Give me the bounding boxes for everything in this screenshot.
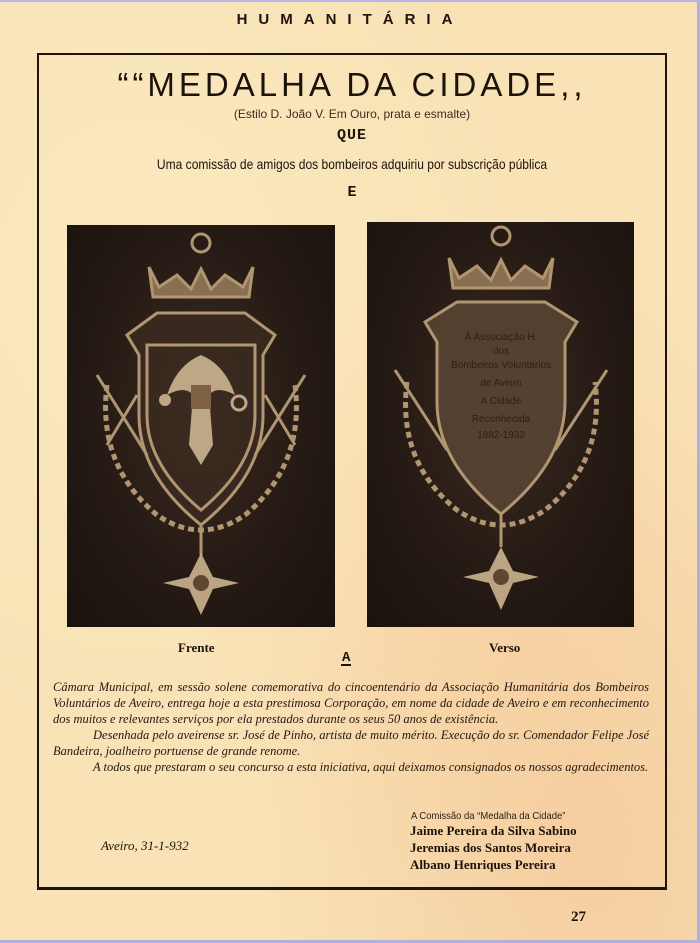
signature-name-1: Jaime Pereira da Silva Sabino bbox=[410, 823, 577, 838]
page-number: 27 bbox=[571, 909, 586, 925]
lead-line: Uma comissão de amigos dos bombeiros adquiriu por subscrição pública bbox=[156, 156, 548, 172]
connector-a: A bbox=[342, 650, 351, 666]
svg-text:Reconhecida: Reconhecida bbox=[471, 414, 531, 425]
svg-text:dos: dos bbox=[492, 346, 510, 357]
svg-text:A Cidade: A Cidade bbox=[480, 396, 522, 407]
signature-heading: A Comissão da “Medalha da Cidade” bbox=[411, 810, 566, 822]
connector-que: QUE bbox=[336, 127, 367, 144]
medal-back-photo bbox=[367, 222, 634, 627]
svg-text:1882-1932: 1882-1932 bbox=[477, 430, 525, 441]
svg-text:de Aveiro: de Aveiro bbox=[480, 378, 522, 389]
article-subtitle: (Estilo D. João V. Em Ouro, prata e esmalte) bbox=[233, 107, 471, 121]
signature-name-3: Albano Henriques Pereira bbox=[410, 857, 556, 872]
svg-text:Bombeiros Voluntarios: Bombeiros Voluntarios bbox=[450, 360, 552, 371]
place-date: Aveiro, 31-1-932 bbox=[101, 838, 189, 853]
medal-front-illustration bbox=[67, 225, 335, 627]
connector-e: E bbox=[347, 184, 357, 201]
running-head: HUMANITÁRIA bbox=[236, 11, 464, 28]
article-title: ““MEDALHA DA CIDADE,, bbox=[117, 66, 587, 103]
body-paragraph-2: Desenhada pelo aveirense sr. José de Pinho, artista de muito mérito. Execução do sr. Comendador Felipe José Bandeira, joalheiro portuense de grande renome. bbox=[53, 728, 649, 758]
caption-front: Frente bbox=[178, 640, 215, 655]
svg-text:Á Associação H.: Á Associação H. bbox=[464, 332, 538, 343]
signature-name-2: Jeremias dos Santos Moreira bbox=[410, 840, 571, 855]
body-paragraph-3: A todos que prestaram o seu concurso a esta iniciativa, aqui deixamos consignados os nossos agradecimentos. bbox=[93, 760, 649, 774]
article-body bbox=[53, 679, 649, 775]
medal-back-illustration bbox=[367, 222, 634, 627]
caption-back: Verso bbox=[489, 640, 521, 655]
medal-front-photo bbox=[67, 225, 335, 627]
body-paragraph-1: Câmara Municipal, em sessão solene comemorativa do cincoentenário da Associação Humanitária dos Bombeiros Voluntários de Aveiro, entrega hoje a esta prestimosa Corporação, em nome da cidade de Aveiro e em reconhecimento dos muitos e relevantes serviços por ela prestados durante os seus 50 anos de existência. bbox=[53, 680, 649, 726]
